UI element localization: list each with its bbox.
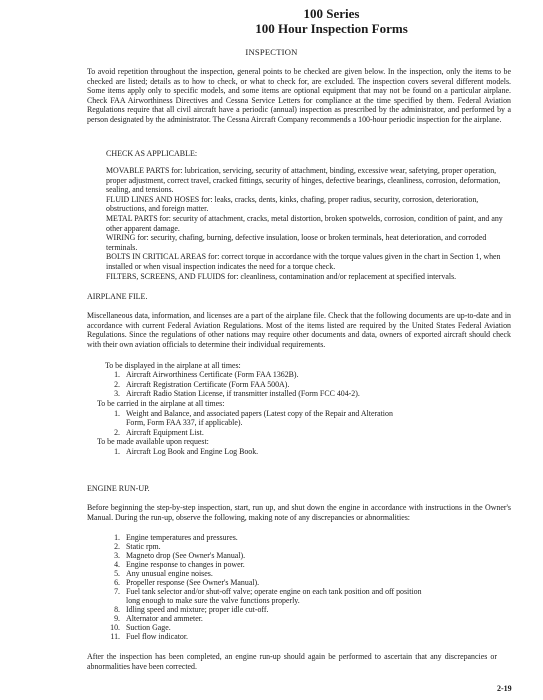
displayed-label: To be displayed in the airplane at all times:: [105, 361, 241, 370]
available-label: To be made available upon request:: [97, 437, 209, 446]
list-item-continuation: Form, Form FAA 337, if applicable).: [126, 418, 243, 427]
section-title: INSPECTION: [245, 47, 298, 57]
check-item-fluid-lines: FLUID LINES AND HOSES for: leaks, cracks, dents, kinks, chafing, proper radius, security, corrosion, deterioration, obstructions, and foreign matter.: [106, 194, 479, 214]
series-heading: 100 Series: [303, 6, 360, 21]
carried-label: To be carried in the airplane at all times:: [97, 399, 225, 408]
airplane-file-paragraph: Miscellaneous data, information, and licenses are a part of the airplane file. Check that the following documents are up-to-date and in accordance with current Federal Aviation Regulations. Most of the items listed are required by the United States Federal Aviation Regulations. Since the regulations of other nations may require other documents and data, owners of exported aircraft should check with their own aviation officials to determine their individual requirements.: [87, 311, 511, 349]
intro-paragraph: To avoid repetition throughout the inspection, general points to be checked are given below. In the inspection, only the items to be checked are listed; details as to how to check, or what to check for, are excluded. The inspection covers several different models. Some items apply only to specific models, and some items are optional equipment that may not be found on a particular airplane. Check FAA Airworthiness Directives and Cessna Service Letters for compliance at the time specified by them. Federal Aviation Regulations require that all civil aircraft have a periodic (annual) inspection as prescribed by the administrator, and performed by a person designated by the administrator. The Cessna Aircraft Company recommends a 100-hour periodic inspection for the airplane.: [87, 67, 511, 124]
engine-runup-heading: ENGINE RUN-UP.: [87, 484, 150, 493]
check-item-movable-parts: MOVABLE PARTS for: lubrication, servicing, security of attachment, binding, excessive wear, safetying, proper operation, proper adjustment, correct travel, cracked fittings, security of hinges, defective bearings, cleanliness, corrosion, deformation, sealing, and tensions.: [106, 166, 501, 195]
closing-paragraph: After the inspection has been completed, an engine run-up should again be performed to ascertain that any discrepancies or abnormalities have been corrected.: [87, 652, 497, 671]
check-item-filters: FILTERS, SCREENS, AND FLUIDS for: cleanliness, contamination and/or replacement at specified intervals.: [106, 271, 457, 281]
list-item-continuation: long enough to make sure the valve functions properly.: [126, 596, 300, 605]
check-item-wiring: WIRING for: security, chafing, burning, defective insulation, loose or broken terminals, heat deterioration, and corroded terminals.: [106, 233, 487, 252]
manual-page: 100 Series 100 Hour Inspection Forms INSPECTION To avoid repetition throughout the inspection, general points to be checked are given below. In the inspection, only the items to be checked are listed; details as to how to check, or what to check for, are excluded. The inspection covers several different models. Some items apply only to specific models, and some items are optional equipment that may not be found on a particular airplane. Check FAA Airworthiness Directives and Cessna Service Letters for compliance at the time specified by them. Federal Aviation Regulations require that all civil aircraft have a periodic (annual) inspection as prescribed by the administrator, and performed by a person designated by the administrator. The Cessna Aircraft Company recommends a 100-hour periodic inspection for the airplane. CHECK AS APPLICABLE: MOVABLE PARTS for: lubrication, servicing, security of attachment, binding, excessive wear, safetying, proper operation, proper adjustment, correct travel, cracked fittings, security of hinges, defective bearings, cleanliness, corrosion, deformation, sealing, and tensions. FLUID LINES AND HOSES for: leaks, cracks, dents, kinks, chafing, proper radius, security, corrosion, deterioration, obstructions, and foreign matter. METAL PARTS for: security of attachment, cracks, metal distortion, broken spotwelds, corrosion, condition of paint, and any other apparent damage. WIRING for: security, chafing, burning, defective insulation, loose or broken terminals, heat deterioration, and corroded terminals. BOLTS IN CRITICAL AREAS for: correct torque in accordance with the torque values given in the chart in Section 1, when installed or when visual inspection indicates the need for a torque check. FILTERS, SCREENS, AND FLUIDS for: cleanliness, contamination and/or replacement at specified intervals. AIRPLANE FILE. Miscellaneous data, information, and licenses are a part of the airplane file. Check that the following documents are up-to-date and in accordance with current Federal Aviation Regulations. Most of the items listed are required by the United States Federal Aviation Regulations. Since the regulations of other nations may require other documents and data, owners of exported aircraft should check with their own aviation officials to determine their individual requirements. To be displayed in the airplane at all times: 1. Aircraft Airworthiness Certificate (Form FAA 1362B). 2. Aircraft Registration Certificate (Form FAA 500A). 3. Aircraft Radio Station License, if transmitter installed (Form FCC 404-2). To be carried in the airplane at all times: 1. Weight and Balance, and associated papers (Latest copy of the Repair and Alteration Form, Form FAA 337, if applicable). 2. Aircraft Equipment List. To be made available upon request: 1. Aircraft Log Book and Engine Log Book. ENGINE RUN-UP. Before beginning the step-by-step inspection, start, run up, and shut down the engine in accordance with instructions in the Owner's Manual. During the run-up, observe the following, making note of any discrepancies or abnormalities: 1. Engine temperatures and pressures. 2. Static rpm. 3. Magneto drop (See Owner's Manual). 4. Engine response to changes in power. 5. Any unusual engine noises. 6. Propeller response (See Owner's Manual). 7. Fuel tank selector and/or shut-off valve; operate engine on each tank position and off position long enough to make sure the valve functions properly. 8. Idling speed and mixture; proper idle cut-off. 9. Alternator and ammeter. 10. Suction Gage. 11. Fuel flow indicator. After the inspection has been completed, an engine run-up should again be performed to ascertain that any discrepancies or abnormalities have been corrected. 2-19: [0, 0, 543, 700]
forms-heading: 100 Hour Inspection Forms: [255, 21, 408, 36]
check-heading: CHECK AS APPLICABLE:: [106, 149, 198, 158]
engine-runup-paragraph: Before beginning the step-by-step inspection, start, run up, and shut down the engine in accordance with instructions in the Owner's Manual. During the run-up, observe the following, making note of any discrepancies or abnormalities:: [87, 503, 511, 522]
check-list: [106, 166, 510, 281]
page-number: 2-19: [497, 684, 512, 693]
check-item-metal-parts: METAL PARTS for: security of attachment, cracks, metal distortion, broken spotwelds, corrosion, condition of paint, and any other apparent damage.: [106, 213, 503, 233]
check-item-bolts: BOLTS IN CRITICAL AREAS for: correct torque in accordance with the torque values given in the chart in Section 1, when installed or when visual inspection indicates the need for a torque check.: [106, 252, 501, 271]
airplane-file-heading: AIRPLANE FILE.: [87, 292, 148, 301]
